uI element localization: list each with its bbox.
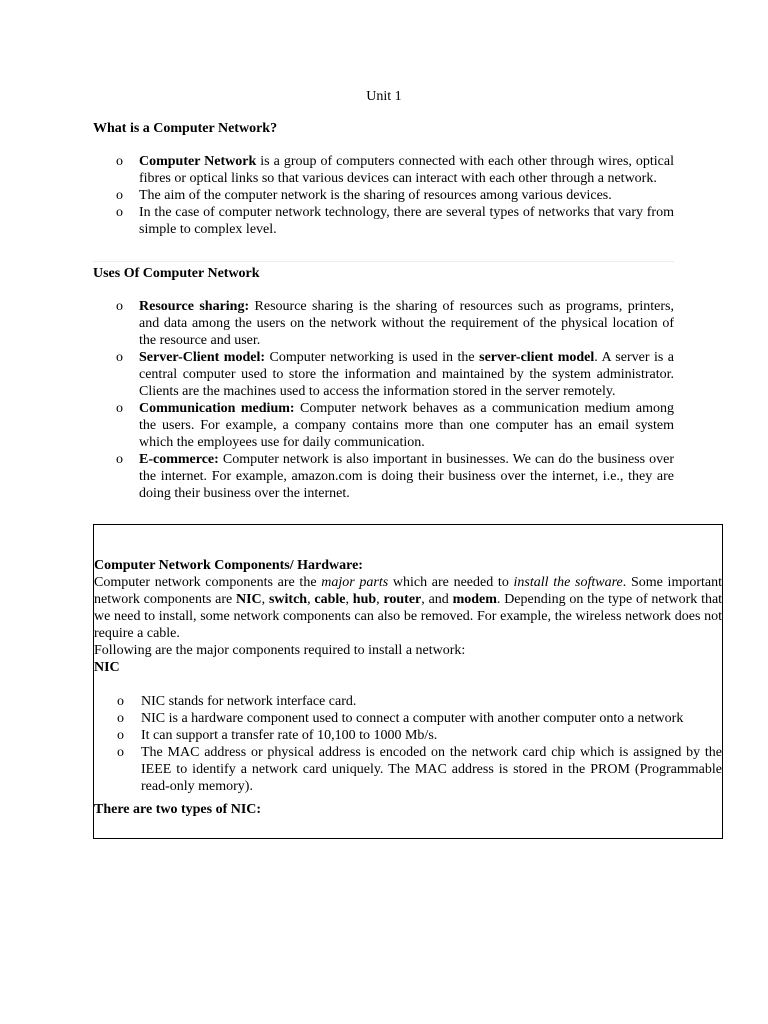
bullet-marker: o: [116, 401, 123, 416]
list-text: NIC stands for network interface card.: [141, 694, 357, 709]
bullet-marker: o: [116, 452, 123, 467]
list-item: [93, 349, 674, 400]
term-bold: Server-Client model:: [139, 350, 266, 365]
bullet-marker: o: [116, 188, 123, 203]
list-item: [93, 400, 674, 451]
list-text: Computer network is also important in businesses. We can do the business over the internet. For example, amazon.com is doing their business over the internet, i.e., they are doing their business over the internet.: [139, 452, 674, 501]
nic-heading: NIC: [94, 660, 120, 675]
components-intro: Computer network components are the major parts which are needed to install the software. Some important network components are NIC, switch, cable, hub, router, and modem. Depending on the type of network that we need to install, some network components can also be removed. For example, the wireless network does not require a cable.: [94, 575, 723, 641]
bullet-marker: o: [116, 350, 123, 365]
list-text: Resource sharing is the sharing of resources such as programs, printers, and data among the users on the network without the requirement of the physical location of the resource and user.: [139, 299, 675, 348]
what-is-network-list: [93, 153, 674, 238]
bullet-marker: o: [117, 728, 124, 743]
components-following: Following are the major components required to install a network:: [94, 643, 466, 658]
list-item: [93, 187, 674, 204]
list-text: In the case of computer network technology, there are several types of networks that vary from simple to complex level.: [139, 205, 674, 237]
list-text: NIC is a hardware component used to connect a computer with another computer onto a network: [141, 711, 684, 726]
section-heading-uses: Uses Of Computer Network: [93, 266, 260, 281]
uses-list: [93, 298, 674, 502]
list-text: . A server is a central computer used to store the information and maintained by the system administrator. Clients are the machines used to access the information stored in the server remotely.: [139, 350, 674, 399]
bullet-marker: o: [117, 711, 124, 726]
list-item: [93, 204, 674, 238]
list-item: [93, 153, 674, 187]
list-item: [93, 298, 674, 349]
list-item: [93, 451, 674, 502]
components-box: [93, 524, 723, 839]
term-bold: Resource sharing:: [139, 299, 250, 314]
bullet-marker: o: [116, 299, 123, 314]
list-item: [94, 727, 722, 744]
bullet-marker: o: [117, 745, 124, 760]
list-text: The MAC address or physical address is encoded on the network card chip which is assigned by the IEEE to identify a network card uniquely. The MAC address is stored in the PROM (Programmable read-only memory).: [141, 745, 722, 794]
term-bold: E-commerce:: [139, 452, 219, 467]
nic-types-heading: There are two types of NIC:: [94, 802, 262, 817]
list-item: [94, 744, 722, 795]
list-text: Computer network behaves as a communication medium among the users. For example, a company contains more than one computer has an email system which the employees use for daily communication.: [139, 401, 674, 450]
list-text: The aim of the computer network is the sharing of resources among various devices.: [139, 188, 612, 203]
bullet-marker: o: [116, 154, 123, 169]
nic-list: [94, 693, 722, 795]
list-item: [94, 710, 722, 727]
section-heading-what-is-network: What is a Computer Network?: [93, 121, 278, 136]
list-text: Computer networking is used in the: [265, 350, 480, 365]
term-bold: Computer Network: [139, 154, 257, 169]
section-heading-components: Computer Network Components/ Hardware:: [94, 558, 363, 573]
bullet-marker: o: [117, 694, 124, 709]
term-bold: Communication medium:: [139, 401, 295, 416]
list-text: is a group of computers connected with each other through wires, optical fibres or optical links so that various devices can interact with each other through a network.: [139, 154, 674, 186]
divider: [93, 261, 674, 262]
list-text: It can support a transfer rate of 10,100 to 1000 Mb/s.: [141, 728, 438, 743]
unit-title: Unit 1: [366, 89, 402, 104]
list-item: [94, 693, 722, 710]
bullet-marker: o: [116, 205, 123, 220]
term-bold: server-client model: [479, 350, 595, 365]
